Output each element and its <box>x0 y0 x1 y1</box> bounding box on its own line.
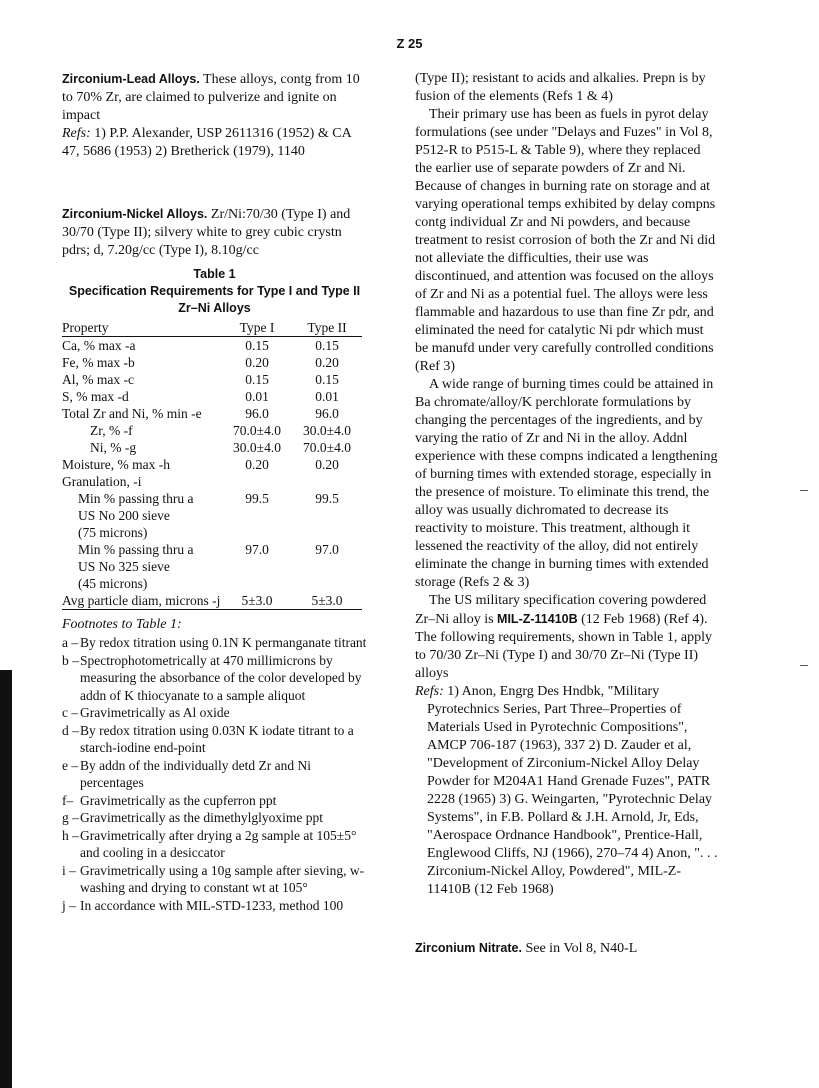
table-caption-subtitle: Zr–Ni Alloys <box>178 301 251 315</box>
footnote <box>62 897 367 915</box>
table-row <box>62 541 362 558</box>
cell-type-i: 70.0±4.0 <box>233 423 281 438</box>
page-number: Z 25 <box>396 36 423 51</box>
table-row <box>62 575 362 592</box>
cell-property: Ca, % max -a <box>62 338 136 353</box>
table-header-row <box>62 319 362 337</box>
footnote-text: Gravimetrically after drying a 2g sample at 105±5° and cooling in a desiccator <box>80 827 357 860</box>
right-paragraph-3: A wide range of burning times could be attained in Ba chromate/alloy/K perchlorate formulations by changing the percentages of the ingredients, and by varying the ratio of Zr and Ni in the alloy. Addnl experience with these compns indicated a lengthening of burning times with extended storage, especially in the presence of moisture. To eliminate this trend, the alloy was usually dichromated to decrease its reactivity to moisture. This treatment, although it lessened the reactivity of the alloy, did not entirely eliminate the change in burning times with extended storage (Refs 2 & 3) <box>415 377 718 590</box>
p4-after: (12 Feb 1968) (Ref 4). The following requirements, shown in Table 1, apply to 70/30 Zr–Ni (Type I) and 30/70 Zr–Ni (Type II) alloys <box>415 612 712 681</box>
cell-type-ii <box>292 507 362 524</box>
footnote <box>62 652 367 705</box>
cell-type-i: 96.0 <box>245 406 269 421</box>
footnote-text: Gravimetrically as the cupferron ppt <box>80 792 277 808</box>
cell-property: US No 200 sieve <box>78 508 170 523</box>
cell-type-i <box>222 558 292 575</box>
footnotes-list <box>62 634 367 914</box>
table-row <box>62 456 362 473</box>
cell-type-ii: 97.0 <box>315 542 339 557</box>
cell-property: Min % passing thru a <box>78 542 194 557</box>
cell-type-i: 99.5 <box>245 491 269 506</box>
footnote-text: By addn of the individually detd Zr and Ni percentages <box>80 757 311 790</box>
cell-property: US No 325 sieve <box>78 559 170 574</box>
table-row <box>62 473 362 490</box>
table-row <box>62 422 362 439</box>
header-type-ii: Type II <box>292 319 362 337</box>
cell-type-i <box>222 507 292 524</box>
cell-type-ii <box>292 524 362 541</box>
header-type-i: Type I <box>222 319 292 337</box>
footnote-key: c – <box>62 705 79 720</box>
cell-type-ii <box>292 575 362 592</box>
cell-type-i <box>222 473 292 490</box>
cell-type-ii: 99.5 <box>315 491 339 506</box>
spec-table <box>62 319 362 610</box>
zr-lead-refs-text: 1) P.P. Alexander, USP 2611316 (1952) & CA 47, 5686 (1953) 2) Bretherick (1979), 1140 <box>62 126 351 159</box>
table-caption-title: Specification Requirements for Type I and Type II <box>68 284 361 298</box>
cell-type-ii: 70.0±4.0 <box>303 440 351 455</box>
footnote <box>62 722 367 757</box>
footnote <box>62 827 367 862</box>
table-row <box>62 524 362 541</box>
footnote-text: By redox titration using 0.03N K iodate titrant to a starch-iodine end-point <box>80 722 354 755</box>
cell-property: Total Zr and Ni, % min -e <box>62 406 202 421</box>
cell-type-ii: 0.20 <box>315 457 339 472</box>
table-row <box>62 507 362 524</box>
cell-type-i: 30.0±4.0 <box>233 440 281 455</box>
footnote-text: Gravimetrically using a 10g sample after sieving, w-washing and drying to constant wt at 105° <box>80 862 365 895</box>
footnote-text: Spectrophotometrically at 470 millimicrons by measuring the absorbance of the color developed by addn of K thiocyanate to a sample aliquot <box>80 652 362 703</box>
right-column <box>415 70 720 958</box>
table-row <box>62 592 362 610</box>
cell-type-ii: 96.0 <box>315 406 339 421</box>
cell-type-i: 0.15 <box>245 338 269 353</box>
footnote-key: h – <box>62 827 79 843</box>
cell-property: Fe, % max -b <box>62 355 135 370</box>
zr-nitrate-title: Zirconium Nitrate. <box>415 941 522 955</box>
cell-property: Ni, % -g <box>90 440 137 455</box>
right-refs-text: 1) Anon, Engrg Des Hndbk, "Military Pyrotechnics Series, Part Three–Properties of Materials Used in Pyrotechnic Compositions", AMCP 706-187 (1963), 337 2) D. Zauder et al, "Development of Zirconium-Nickel Alloy Delay Powder for M204A1 Hand Grenade Fuzes", PATR 2228 (1965) 3) G. Weingarten, "Pyrotechnic Delay Systems", in F.B. Pollard & J.H. Arnold, Jr, Eds, "Aerospace Ordnance Handbook", Prentice-Hall, Englewood Cliffs, NJ (1966), 270–74 4) Anon, ". . . Zirconium-Nickel Alloy, Powdered", MIL-Z-11410B (12 Feb 1968) <box>427 684 718 897</box>
zr-lead-entry <box>62 70 367 125</box>
footnote-key: g – <box>62 810 79 825</box>
cell-property: Moisture, % max -h <box>62 457 170 472</box>
table-row <box>62 558 362 575</box>
cell-property: S, % max -d <box>62 389 129 404</box>
spacer <box>62 161 367 205</box>
footnote <box>62 634 367 652</box>
footnote-key: f– <box>62 792 74 808</box>
cell-type-ii: 0.20 <box>315 355 339 370</box>
cell-property: Min % passing thru a <box>78 491 194 506</box>
right-refs <box>415 683 720 899</box>
cell-property: (75 microns) <box>78 525 148 540</box>
footnote <box>62 704 367 722</box>
cell-type-i: 0.20 <box>245 457 269 472</box>
cell-type-ii <box>292 473 362 490</box>
table-body <box>62 337 362 610</box>
p4-before: The US military specification covering powdered Zr–Ni alloy is <box>415 593 707 627</box>
zr-nickel-entry <box>62 205 367 260</box>
cell-property: Zr, % -f <box>90 423 133 438</box>
cell-type-i: 97.0 <box>245 542 269 557</box>
right-paragraph-2: Their primary use has been as fuels in pyrot delay formulations (see under "Delays and Fuzes" in Vol 8, P512-R to P515-L & Table 9), where they replaced the earlier use of separate powders of Zr and Ni. Because of changes in burning rate on storage and at varying operational temps exhibited by delay compns contg individual Zr and Ni powders, and because treatment to resist corrosion of both the Zr and Ni did not alleviate the difficulties, their use was discontinued, and attention was focused on the alloys of Zr and Ni as a potential fuel. The alloys were less flammable and hazardous to use than fine Zr pdr, and eliminated the need for catalytic Ni pdr which must be manufd under very carefully controlled conditions (Ref 3) <box>415 107 716 374</box>
table-row <box>62 490 362 507</box>
cell-property: Al, % max -c <box>62 372 134 387</box>
left-column <box>62 70 367 914</box>
footnotes-title: Footnotes to Table 1: <box>62 617 182 632</box>
zr-lead-refs-label: Refs: <box>62 126 91 141</box>
cell-type-ii: 30.0±4.0 <box>303 423 351 438</box>
footnote <box>62 792 367 810</box>
zr-lead-title: Zirconium-Lead Alloys. <box>62 72 200 86</box>
cell-type-ii: 0.15 <box>315 338 339 353</box>
footnote <box>62 862 367 897</box>
footnote-key: b – <box>62 652 79 668</box>
header-property: Property <box>62 319 222 337</box>
p4-spec: MIL-Z-11410B <box>497 612 578 626</box>
table-row <box>62 439 362 456</box>
footnote <box>62 757 367 792</box>
right-paragraph-4 <box>415 592 720 683</box>
footnote-key: a – <box>62 635 79 650</box>
footnote-key: i – <box>62 862 76 878</box>
cell-type-ii: 0.15 <box>315 372 339 387</box>
cell-type-ii <box>292 558 362 575</box>
table-row <box>62 405 362 422</box>
table-row <box>62 337 362 355</box>
right-refs-label: Refs: <box>415 684 444 699</box>
footnote-key: j – <box>62 897 76 913</box>
table-row <box>62 371 362 388</box>
zr-nickel-text: Zr/Ni:70/30 (Type I) and 30/70 (Type II); silvery white to grey cubic crystn pdrs; d, 7.20g/cc (Type I), 8.10g/cc <box>62 207 351 258</box>
zr-nitrate-text: See in Vol 8, N40-L <box>525 941 638 956</box>
zr-lead-text: These alloys, contg from 10 to 70% Zr, are claimed to pulverize and ignite on impact <box>62 72 360 123</box>
cell-type-i: 0.15 <box>245 372 269 387</box>
footnote-key: e – <box>62 757 79 773</box>
table-row <box>62 388 362 405</box>
scan-gutter-bar <box>0 670 12 1088</box>
footnote-key: d – <box>62 722 79 738</box>
table-row <box>62 354 362 371</box>
footnote-text: Gravimetrically as Al oxide <box>80 705 230 720</box>
cell-type-i: 0.01 <box>245 389 269 404</box>
footnote-text: Gravimetrically as the dimethylglyoxime ppt <box>80 810 323 825</box>
zr-lead-refs <box>62 125 367 161</box>
footnote <box>62 809 367 827</box>
margin-mark <box>800 490 808 491</box>
cell-type-ii: 0.01 <box>315 389 339 404</box>
zr-nitrate-entry <box>415 939 720 958</box>
cell-type-i <box>222 524 292 541</box>
footnote-text: By redox titration using 0.1N K permanganate titrant <box>80 635 367 650</box>
footnote-text: In accordance with MIL-STD-1233, method 100 <box>80 897 344 913</box>
right-paragraph-1: (Type II); resistant to acids and alkalies. Prepn is by fusion of the elements (Refs 1 & 4) <box>415 71 706 104</box>
cell-type-i: 5±3.0 <box>222 592 292 610</box>
margin-mark <box>800 665 808 666</box>
cell-type-i: 0.20 <box>245 355 269 370</box>
cell-property: (45 microns) <box>78 576 148 591</box>
zr-nickel-title: Zirconium-Nickel Alloys. <box>62 207 208 221</box>
cell-property: Granulation, -i <box>62 474 142 489</box>
table-caption-number: Table 1 <box>193 267 236 281</box>
cell-type-ii: 5±3.0 <box>292 592 362 610</box>
cell-type-i <box>222 575 292 592</box>
cell-property: Avg particle diam, microns -j <box>62 593 221 608</box>
